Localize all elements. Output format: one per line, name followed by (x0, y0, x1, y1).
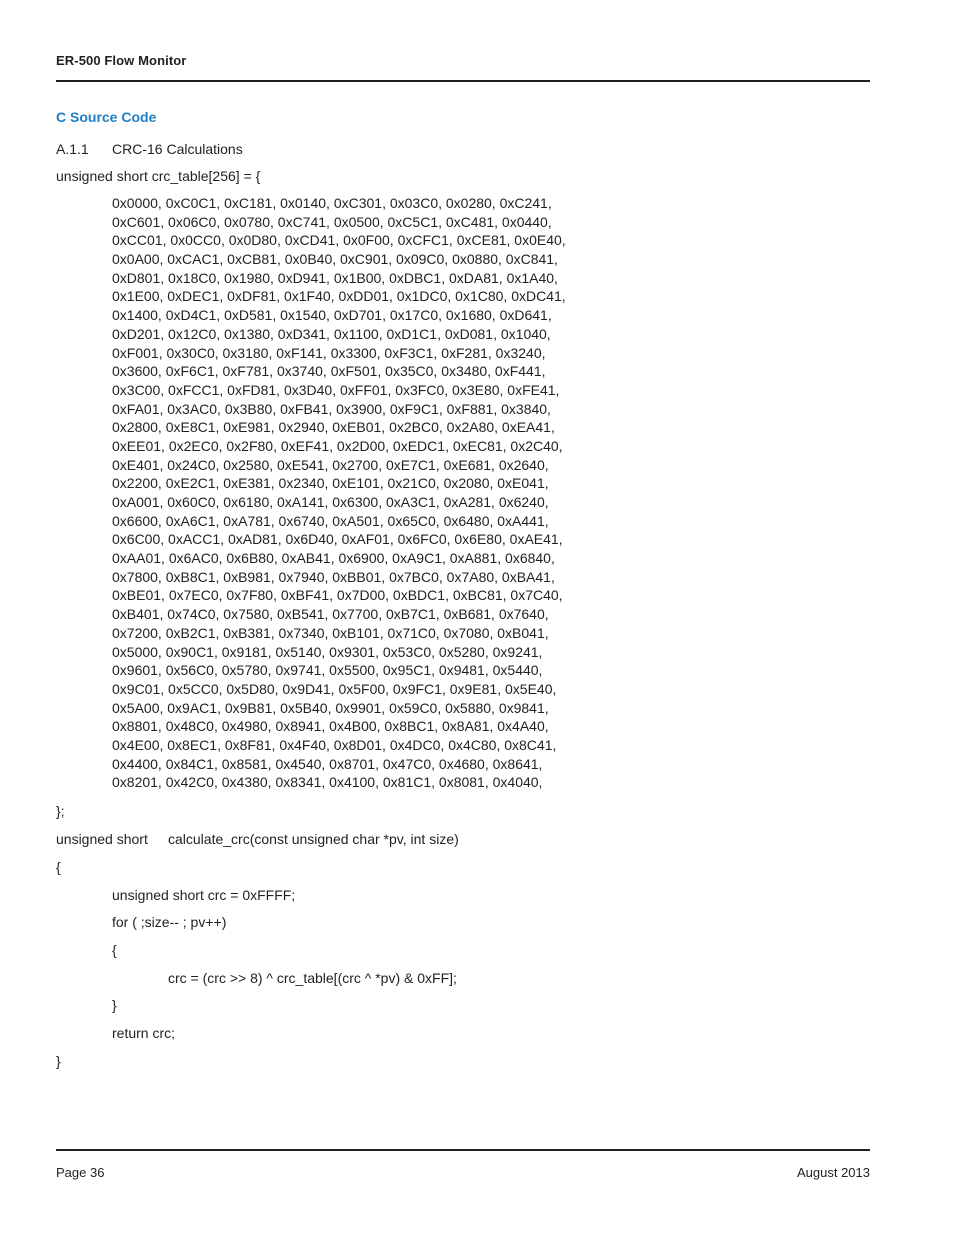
hex-row: 0x7800, 0xB8C1, 0xB981, 0x7940, 0xBB01, 0x7BC0, 0x7A80, 0xBA41, (112, 568, 555, 585)
hex-row: 0xFA01, 0x3AC0, 0x3B80, 0xFB41, 0x3900, 0xF9C1, 0xF881, 0x3840, (112, 400, 551, 417)
crc-variable-declaration: unsigned short crc = 0xFFFF; (112, 887, 296, 903)
hex-row: 0x6600, 0xA6C1, 0xA781, 0x6740, 0xA501, 0x65C0, 0x6480, 0xA441, (112, 512, 549, 529)
hex-row: 0xA001, 0x60C0, 0x6180, 0xA141, 0x6300, 0xA3C1, 0xA281, 0x6240, (112, 494, 549, 510)
hex-row: 0x3C00, 0xFCC1, 0xFD81, 0x3D40, 0xFF01, 0x3FC0, 0x3E80, 0xFE41, (112, 381, 560, 398)
subheading-text: CRC-16 Calculations (112, 141, 243, 157)
hex-row: 0x2800, 0xE8C1, 0xE981, 0x2940, 0xEB01, 0x2BC0, 0x2A80, 0xEA41, (112, 419, 555, 436)
page-number: Page 36 (56, 1165, 105, 1180)
footer-divider (56, 1149, 870, 1151)
section-title: C Source Code (56, 109, 157, 125)
hex-row: 0xF001, 0x30C0, 0x3180, 0xF141, 0x3300, 0xF3C1, 0xF281, 0x3240, (112, 344, 546, 361)
for-loop-header: for ( ;size-- ; pv++) (112, 914, 227, 930)
table-close: }; (56, 803, 65, 819)
hex-row: 0x3600, 0xF6C1, 0xF781, 0x3740, 0xF501, 0x35C0, 0x3480, 0xF441, (112, 363, 546, 380)
hex-row: 0x7200, 0xB2C1, 0xB381, 0x7340, 0xB101, 0x71C0, 0x7080, 0xB041, (112, 624, 549, 641)
hex-row: 0x6C00, 0xACC1, 0xAD81, 0x6D40, 0xAF01, 0x6FC0, 0x6E80, 0xAE41, (112, 531, 563, 548)
hex-row: 0x2200, 0xE2C1, 0xE381, 0x2340, 0xE101, 0x21C0, 0x2080, 0xE041, (112, 475, 549, 492)
hex-row: 0xD801, 0x18C0, 0x1980, 0xD941, 0x1B00, 0xDBC1, 0xDA81, 0x1A40, (112, 269, 558, 286)
hex-row: 0x4E00, 0x8EC1, 0x8F81, 0x4F40, 0x8D01, 0x4DC0, 0x4C80, 0x8C41, (112, 736, 557, 753)
crc-table-values (112, 194, 566, 792)
hex-row: 0x1E00, 0xDEC1, 0xDF81, 0x1F40, 0xDD01, 0x1DC0, 0x1C80, 0xDC41, (112, 288, 566, 305)
hex-row: 0x0A00, 0xCAC1, 0xCB81, 0x0B40, 0xC901, 0x09C0, 0x0880, 0xC841, (112, 251, 558, 268)
function-close-brace: } (56, 1053, 61, 1069)
publication-date: August 2013 (796, 1165, 870, 1180)
hex-row: 0xAA01, 0x6AC0, 0x6B80, 0xAB41, 0x6900, 0xA9C1, 0xA881, 0x6840, (112, 550, 555, 567)
hex-row: 0xEE01, 0x2EC0, 0x2F80, 0xEF41, 0x2D00, 0xEDC1, 0xEC81, 0x2C40, (112, 437, 563, 454)
hex-row: 0x8201, 0x42C0, 0x4380, 0x8341, 0x4100, 0x81C1, 0x8081, 0x4040, (112, 774, 543, 791)
hex-row: 0x5000, 0x90C1, 0x9181, 0x5140, 0x9301, 0x53C0, 0x5280, 0x9241, (112, 643, 543, 660)
hex-row: 0xC601, 0x06C0, 0x0780, 0xC741, 0x0500, 0xC5C1, 0xC481, 0x0440, (112, 213, 552, 230)
subheading-number: A.1.1 (56, 141, 89, 157)
crc-update-statement: crc = (crc >> 8) ^ crc_table[(crc ^ *pv) & 0xFF]; (168, 970, 457, 986)
for-loop-close-brace: } (112, 997, 117, 1013)
hex-row: 0xB401, 0x74C0, 0x7580, 0xB541, 0x7700, 0xB7C1, 0xB681, 0x7640, (112, 606, 549, 623)
function-open-brace: { (56, 859, 61, 875)
header-divider (56, 80, 870, 82)
hex-row: 0xD201, 0x12C0, 0x1380, 0xD341, 0x1100, 0xD1C1, 0xD081, 0x1040, (112, 325, 551, 342)
hex-row: 0x9601, 0x56C0, 0x5780, 0x9741, 0x5500, 0x95C1, 0x9481, 0x5440, (112, 662, 543, 679)
document-header-title: ER-500 Flow Monitor (56, 53, 187, 68)
hex-row: 0x5A00, 0x9AC1, 0x9B81, 0x5B40, 0x9901, 0x59C0, 0x5880, 0x9841, (112, 699, 549, 716)
hex-row: 0x4400, 0x84C1, 0x8581, 0x4540, 0x8701, 0x47C0, 0x4680, 0x8641, (112, 755, 543, 772)
hex-row: 0x8801, 0x48C0, 0x4980, 0x8941, 0x4B00, 0x8BC1, 0x8A81, 0x4A40, (112, 718, 549, 735)
function-return-type: unsigned short (56, 831, 148, 847)
for-loop-open-brace: { (112, 942, 117, 958)
hex-row: 0x9C01, 0x5CC0, 0x5D80, 0x9D41, 0x5F00, 0x9FC1, 0x9E81, 0x5E40, (112, 680, 557, 697)
hex-row: 0x0000, 0xC0C1, 0xC181, 0x0140, 0xC301, 0x03C0, 0x0280, 0xC241, (112, 195, 552, 211)
hex-row: 0xE401, 0x24C0, 0x2580, 0xE541, 0x2700, 0xE7C1, 0xE681, 0x2640, (112, 456, 549, 473)
crc-table-declaration: unsigned short crc_table[256] = { (56, 168, 261, 184)
function-signature: calculate_crc(const unsigned char *pv, int size) (168, 831, 459, 847)
return-statement: return crc; (112, 1025, 176, 1041)
hex-row: 0xCC01, 0x0CC0, 0x0D80, 0xCD41, 0x0F00, 0xCFC1, 0xCE81, 0x0E40, (112, 232, 566, 249)
hex-row: 0xBE01, 0x7EC0, 0x7F80, 0xBF41, 0x7D00, 0xBDC1, 0xBC81, 0x7C40, (112, 587, 563, 604)
hex-row: 0x1400, 0xD4C1, 0xD581, 0x1540, 0xD701, 0x17C0, 0x1680, 0xD641, (112, 307, 552, 324)
